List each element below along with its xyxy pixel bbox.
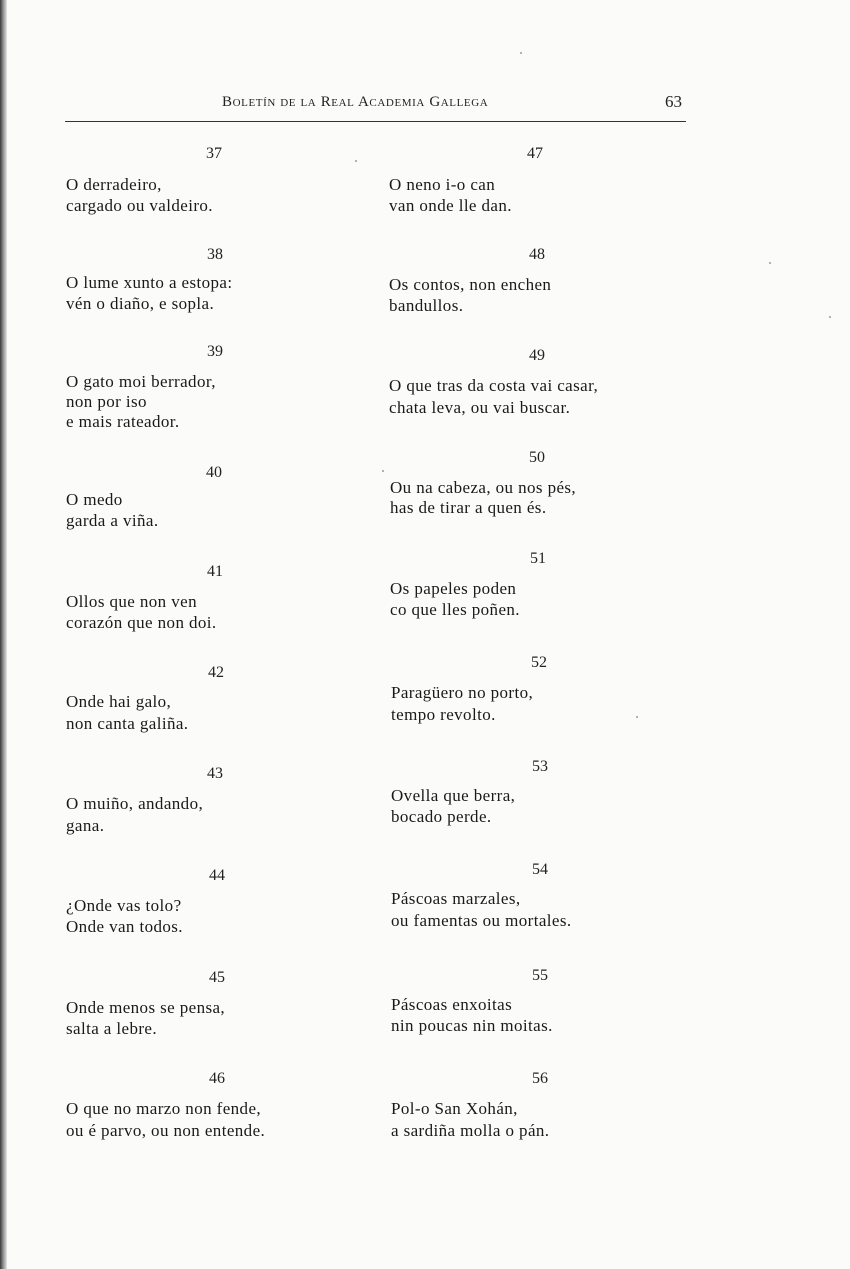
scan-speck <box>520 52 522 54</box>
saying-line: O muiño, andando, <box>66 794 204 813</box>
saying-line: tempo revolto. <box>391 705 496 724</box>
saying-line: vén o diaño, e sopla. <box>66 294 215 313</box>
saying-line: Onde van todos. <box>66 917 183 936</box>
running-header <box>0 88 850 118</box>
saying-line: Paragüero no porto, <box>391 683 534 702</box>
saying-line: ou famentas ou mortales. <box>391 911 572 930</box>
saying-line: O medo <box>66 490 123 509</box>
saying-line: non canta galiña. <box>66 714 189 733</box>
saying-line: Os contos, non enchen <box>389 275 552 294</box>
saying-line: co que lles poñen. <box>390 600 520 619</box>
header-rule <box>65 121 686 122</box>
scan-speck <box>769 262 771 264</box>
saying-number: 45 <box>209 969 225 986</box>
saying-line: a sardiña molla o pán. <box>391 1121 550 1140</box>
saying-line: garda a viña. <box>66 511 159 530</box>
saying-number: 56 <box>532 1070 548 1087</box>
saying-line: O que tras da costa vai casar, <box>389 376 599 395</box>
saying-line: O neno i-o can <box>389 175 496 194</box>
saying-line: has de tirar a quen és. <box>390 498 547 517</box>
saying-number: 53 <box>532 758 548 775</box>
saying-line: cargado ou valdeiro. <box>66 196 213 215</box>
saying-line: Ou na cabeza, ou nos pés, <box>390 478 577 497</box>
scan-speck <box>355 160 357 162</box>
saying-line: corazón que non doi. <box>66 613 217 632</box>
saying-number: 43 <box>207 765 223 782</box>
saying-line: Ollos que non ven <box>66 592 197 611</box>
saying-number: 40 <box>206 464 222 481</box>
scan-speck <box>829 316 831 318</box>
scan-left-edge <box>0 0 7 1269</box>
scan-speck <box>382 470 384 472</box>
saying-number: 50 <box>529 449 545 466</box>
saying-line: nin poucas nin moitas. <box>391 1016 553 1035</box>
saying-line: non por iso <box>66 392 147 411</box>
saying-number: 46 <box>209 1070 225 1087</box>
saying-line: gana. <box>66 816 105 835</box>
saying-number: 47 <box>527 145 543 162</box>
saying-line: van onde lle dan. <box>389 196 512 215</box>
saying-number: 51 <box>530 550 546 567</box>
saying-line: ou é parvo, ou non entende. <box>66 1121 266 1140</box>
saying-line: salta a lebre. <box>66 1019 158 1038</box>
saying-number: 54 <box>532 861 548 878</box>
saying-number: 41 <box>207 563 223 580</box>
saying-line: Os papeles poden <box>390 579 517 598</box>
scan-speck <box>636 716 638 718</box>
saying-line: Pol-o San Xohán, <box>391 1099 518 1118</box>
saying-line: bocado perde. <box>391 807 492 826</box>
saying-number: 38 <box>207 246 223 263</box>
saying-line: O lume xunto a estopa: <box>66 273 233 292</box>
saying-line: Ovella que berra, <box>391 786 516 805</box>
saying-line: e mais rateador. <box>66 412 180 431</box>
running-title: Boletín de la Real Academia Gallega <box>222 94 489 110</box>
saying-line: Páscoas enxoitas <box>391 995 513 1014</box>
saying-number: 37 <box>206 145 222 162</box>
saying-number: 49 <box>529 347 545 364</box>
saying-line: O que no marzo non fende, <box>66 1099 262 1118</box>
saying-number: 48 <box>529 246 545 263</box>
saying-line: Páscoas marzales, <box>391 889 521 908</box>
saying-line: O gato moi berrador, <box>66 372 216 391</box>
saying-number: 52 <box>531 654 547 671</box>
saying-line: O derradeiro, <box>66 175 162 194</box>
saying-line: chata leva, ou vai buscar. <box>389 398 571 417</box>
saying-number: 55 <box>532 967 548 984</box>
saying-line: Onde menos se pensa, <box>66 998 226 1017</box>
saying-number: 44 <box>209 867 225 884</box>
page-number: 63 <box>665 92 682 111</box>
saying-number: 42 <box>208 664 224 681</box>
saying-line: Onde hai galo, <box>66 692 172 711</box>
saying-number: 39 <box>207 343 223 360</box>
saying-line: ¿Onde vas tolo? <box>66 896 182 915</box>
saying-line: bandullos. <box>389 296 464 315</box>
